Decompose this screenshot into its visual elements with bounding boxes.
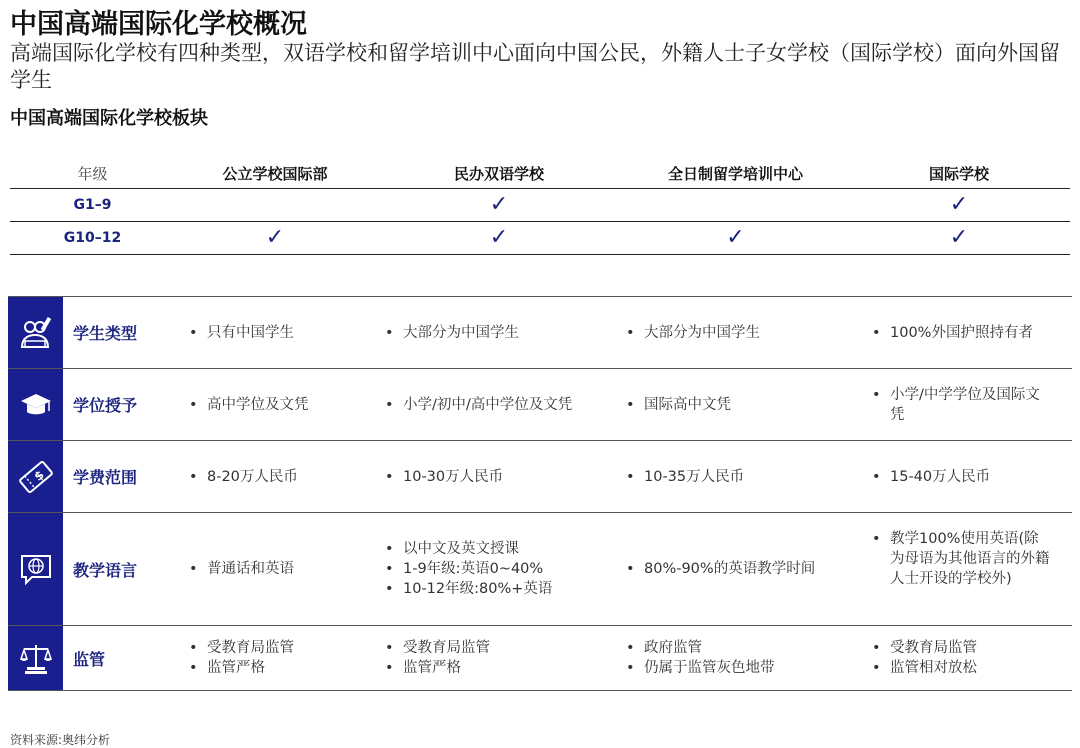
grade-header: 年级 bbox=[77, 164, 108, 183]
list-item: • 普通话和英语 bbox=[185, 559, 294, 579]
table-cell bbox=[856, 441, 1062, 512]
check-cell bbox=[848, 194, 1070, 216]
list-item: • 10-12年级:80%+英语 bbox=[381, 579, 552, 599]
row-label: 教学语言 bbox=[73, 560, 138, 580]
check-cell bbox=[375, 194, 623, 216]
list-item: • 政府监管 bbox=[622, 638, 775, 658]
page-title: 中国高端国际化学校概况 bbox=[10, 9, 307, 40]
table-cell bbox=[173, 626, 369, 690]
list-item: • 100%外国护照持有者 bbox=[868, 323, 1033, 343]
table-cell bbox=[369, 626, 610, 690]
list-item: • 以中文及英文授课 bbox=[381, 539, 552, 559]
table-cell bbox=[856, 626, 1062, 690]
table-cell bbox=[369, 441, 610, 512]
ticket-icon bbox=[8, 441, 63, 512]
table-cell bbox=[173, 441, 369, 512]
grade-table-header bbox=[10, 158, 1070, 189]
row-label: 学生类型 bbox=[73, 324, 138, 343]
check-icon: ✓ bbox=[726, 225, 745, 250]
section-title: 中国高端国际化学校板块 bbox=[10, 108, 208, 129]
row-label: 学位授予 bbox=[73, 396, 138, 415]
list-item: • 只有中国学生 bbox=[185, 323, 294, 343]
check-icon: ✓ bbox=[489, 225, 509, 250]
table-cell bbox=[173, 297, 369, 368]
grade-label: G10–12 bbox=[63, 230, 122, 246]
scales-icon bbox=[8, 626, 63, 690]
grade-label: G1–9 bbox=[73, 197, 112, 213]
table-row bbox=[8, 513, 1072, 626]
column-header-bilingual: 民办双语学校 bbox=[453, 164, 544, 183]
list-item: • 监管严格 bbox=[381, 658, 490, 678]
comparison-table bbox=[8, 296, 1072, 691]
list-item: • 教学100%使用英语(除为母语为其他语言的外籍人士开设的学校外) bbox=[868, 529, 1052, 589]
check-icon: ✓ bbox=[949, 192, 969, 217]
check-icon: ✓ bbox=[949, 225, 969, 250]
table-cell bbox=[856, 297, 1062, 368]
language-globe-icon bbox=[8, 513, 63, 625]
table-cell bbox=[369, 513, 610, 625]
page-subtitle: 高端国际化学校有四种类型，双语学校和留学培训中心面向中国公民，外籍人士子女学校（国际学校）面向外国留学生 bbox=[10, 41, 1060, 92]
check-cell bbox=[375, 227, 623, 249]
table-cell bbox=[856, 513, 1062, 625]
table-row bbox=[8, 441, 1072, 513]
table-cell bbox=[610, 513, 856, 625]
row-label: 监管 bbox=[73, 649, 106, 669]
check-icon: ✓ bbox=[265, 225, 285, 250]
table-row bbox=[8, 626, 1072, 691]
row-label: 学费范围 bbox=[73, 468, 138, 487]
list-item: • 监管严格 bbox=[185, 658, 294, 678]
list-item: • 10-30万人民币 bbox=[381, 467, 503, 487]
list-item: • 受教育局监管 bbox=[185, 638, 294, 658]
table-cell bbox=[173, 369, 369, 440]
list-item: • 15-40万人民币 bbox=[868, 467, 990, 487]
table-cell bbox=[369, 369, 610, 440]
table-cell bbox=[610, 626, 856, 690]
list-item: • 大部分为中国学生 bbox=[381, 323, 519, 343]
table-cell bbox=[610, 441, 856, 512]
table-cell bbox=[369, 297, 610, 368]
check-cell bbox=[175, 227, 375, 249]
table-row bbox=[8, 369, 1072, 441]
list-item: • 80%-90%的英语教学时间 bbox=[622, 559, 815, 579]
table-cell bbox=[173, 513, 369, 625]
list-item: • 8-20万人民币 bbox=[185, 467, 298, 487]
list-item: • 高中学位及文凭 bbox=[185, 395, 309, 415]
list-item: • 1-9年级:英语0~40% bbox=[381, 559, 552, 579]
list-item: • 受教育局监管 bbox=[381, 638, 490, 658]
table-cell bbox=[610, 369, 856, 440]
table-cell bbox=[856, 369, 1062, 440]
grade-row-g1-9 bbox=[10, 189, 1070, 222]
table-cell bbox=[610, 297, 856, 368]
grade-table bbox=[10, 158, 1070, 255]
list-item: • 小学/初中/高中学位及文凭 bbox=[381, 395, 572, 415]
list-item: • 10-35万人民币 bbox=[622, 467, 744, 487]
svg-text:$: $ bbox=[30, 467, 47, 484]
list-item: • 大部分为中国学生 bbox=[622, 323, 760, 343]
list-item: • 仍属于监管灰色地带 bbox=[622, 658, 775, 678]
column-header-training-center: 全日制留学培训中心 bbox=[667, 164, 803, 183]
list-item: • 小学/中学学位及国际文凭 bbox=[868, 385, 1052, 425]
students-icon bbox=[8, 297, 63, 368]
list-item: • 国际高中文凭 bbox=[622, 395, 731, 415]
column-header-international: 国际学校 bbox=[928, 164, 989, 183]
table-row bbox=[8, 297, 1072, 369]
graduation-cap-icon bbox=[8, 369, 63, 440]
source-note: 资料来源:奥纬分析 bbox=[10, 733, 111, 747]
check-cell bbox=[623, 227, 848, 249]
grade-row-g10-12 bbox=[10, 222, 1070, 255]
column-header-public-intl: 公立学校国际部 bbox=[222, 164, 328, 183]
check-cell bbox=[848, 227, 1070, 249]
check-icon: ✓ bbox=[489, 192, 509, 217]
list-item: • 监管相对放松 bbox=[868, 658, 977, 678]
list-item: • 受教育局监管 bbox=[868, 638, 977, 658]
